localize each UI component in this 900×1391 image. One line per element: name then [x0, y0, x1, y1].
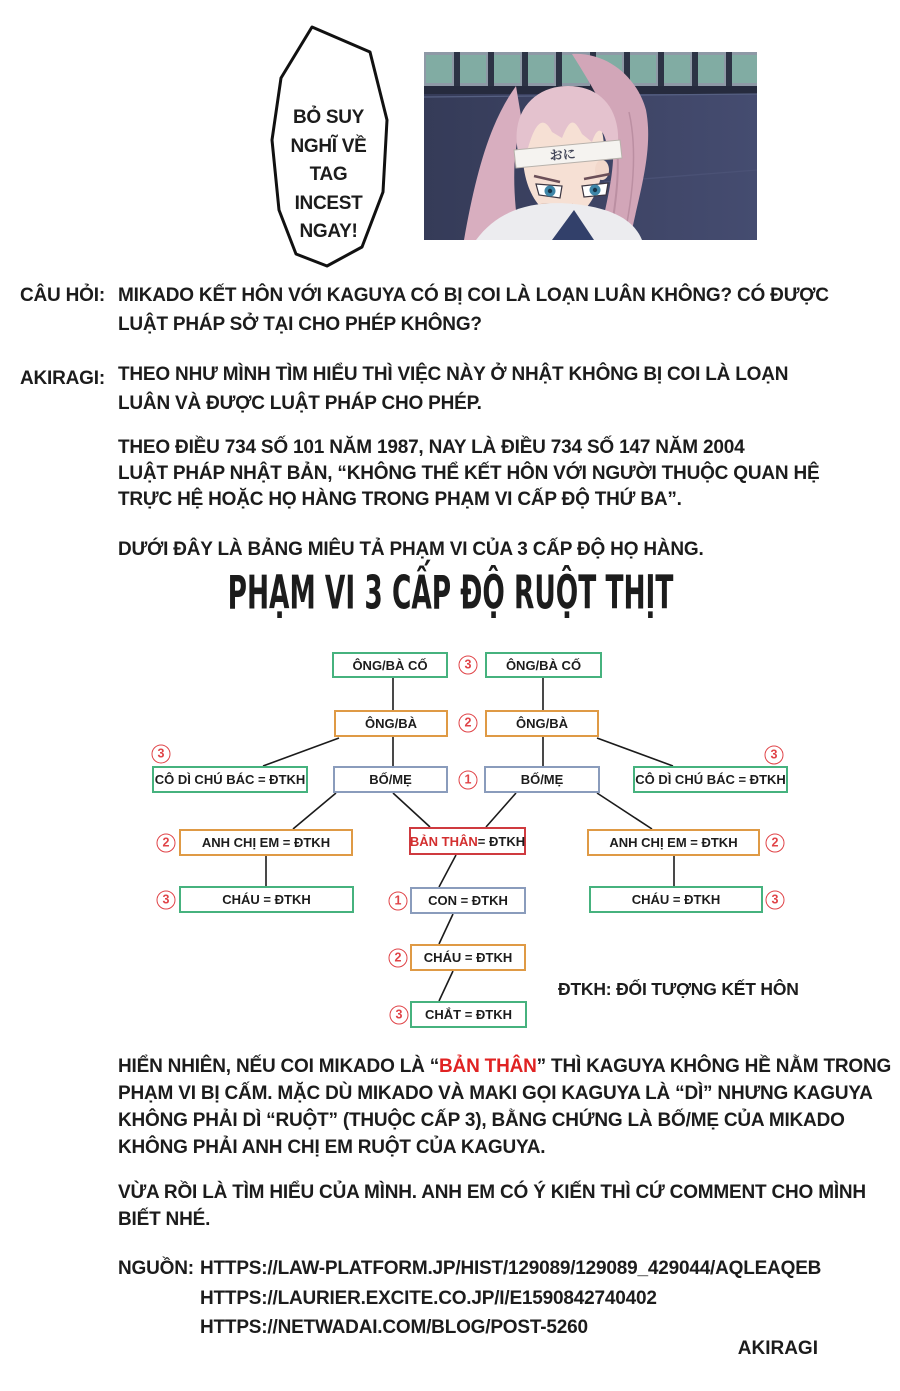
diagram-node-great-grandparents-right: ÔNG/BÀ CỐ	[485, 652, 602, 678]
degree-badge-2: 2	[157, 834, 176, 853]
diagram-node-grandparents-left: ÔNG/BÀ	[334, 710, 448, 737]
degree-badge-3: 3	[152, 745, 171, 764]
source-urls: HTTPS://LAW-PLATFORM.JP/HIST/129089/129089_429044/AQLEAQEB HTTPS://LAURIER.EXCITE.CO.JP/I/E1590842740402 HTTPS://NETWADAI.COM/BLOG/POST-5260	[200, 1258, 822, 1338]
conclusion-paragraph: HIỂN NHIÊN, NẾU COI MIKADO LÀ “BẢN THÂN” THÌ KAGUYA KHÔNG HỀ NẰM TRONG PHẠM VI BỊ CẤM. MẶC DÙ MIKADO VÀ MAKI GỌI KAGUYA LÀ “DÌ” NHƯNG KAGUYA KHÔNG PHẢI DÌ “RUỘT” (THUỘC CẤP 3), BẰNG CHỨNG LÀ BỐ/MẸ CỦA MIKADO KHÔNG PHẢI ANH CHỊ EM RUỘT CỦA KAGUYA.	[118, 1056, 892, 1158]
diagram-title-text: PHẠM VI 3 CẤP ĐỘ RUỘT THỊT	[227, 566, 673, 621]
speech-bubble	[266, 22, 391, 274]
diagram-node-parents-right: BỐ/MẸ	[484, 766, 600, 793]
diagram-intro-line: DƯỚI ĐÂY LÀ BẢNG MIÊU TẢ PHẠM VI CỦA 3 CẤP ĐỘ HỌ HÀNG.	[118, 539, 704, 560]
diagram-node-self: BẢN THÂN = ĐTKH	[409, 827, 526, 855]
diagram-node-children: CON = ĐTKH	[410, 887, 526, 914]
degree-badge-2: 2	[766, 834, 785, 853]
degree-badge-3: 3	[459, 656, 478, 675]
degree-badge-3: 3	[766, 891, 785, 910]
law-paragraph: THEO ĐIỀU 734 SỐ 101 NĂM 1987, NAY LÀ ĐIỀU 734 SỐ 147 NĂM 2004 LUẬT PHÁP NHẬT BẢN, “KHÔNG THỂ KẾT HÔN VỚI NGƯỜI THUỘC QUAN HỆ TRỰC HỆ HOẶC HỌ HÀNG TRONG PHẠM VI CẤP ĐỘ THỨ BA”.	[118, 437, 820, 510]
diagram-node-aunts-uncles-right: CÔ DÌ CHÚ BÁC = ĐTKH	[633, 766, 788, 793]
degree-badge-1: 1	[389, 892, 408, 911]
diagram-node-parents-left: BỐ/MẸ	[333, 766, 448, 793]
degree-badge-3: 3	[157, 891, 176, 910]
speech-bubble-text: BỎ SUY NGHĨ VỀ TAG INCEST NGAY!	[290, 107, 367, 242]
diagram-node-great-grandchildren: CHẮT = ĐTKH	[410, 1001, 527, 1028]
question-label: CÂU HỎI:	[20, 285, 105, 306]
question-text: MIKADO KẾT HÔN VỚI KAGUYA CÓ BỊ COI LÀ LOẠN LUÂN KHÔNG? CÓ ĐƯỢC LUẬT PHÁP SỞ TẠI CHO PHÉP KHÔNG?	[118, 285, 829, 335]
answer-label: AKIRAGI:	[20, 368, 105, 389]
answer-text: THEO NHƯ MÌNH TÌM HIỂU THÌ VIỆC NÀY Ở NHẬT KHÔNG BỊ COI LÀ LOẠN LUÂN VÀ ĐƯỢC LUẬT PHÁP CHO PHÉP.	[118, 364, 789, 414]
diagram-legend: ĐTKH: ĐỐI TƯỢNG KẾT HÔN	[558, 979, 799, 999]
sources-label: NGUỒN:	[118, 1258, 194, 1279]
diagram-node-grandparents-right: ÔNG/BÀ	[485, 710, 599, 737]
diagram-node-nephews-right: CHÁU = ĐTKH	[589, 886, 763, 913]
diagram-node-grandchildren: CHÁU = ĐTKH	[410, 944, 526, 971]
diagram-node-nephews-left: CHÁU = ĐTKH	[179, 886, 354, 913]
closing-paragraph: VỪA RỒI LÀ TÌM HIỂU CỦA MÌNH. ANH EM CÓ Ý KIẾN THÌ CỨ COMMENT CHO MÌNH BIẾT NHÉ.	[118, 1182, 866, 1230]
diagram-node-aunts-uncles-left: CÔ DÌ CHÚ BÁC = ĐTKH	[152, 766, 308, 793]
degree-badge-2: 2	[389, 949, 408, 968]
anime-photo	[424, 52, 757, 240]
headband-text: おに	[549, 146, 577, 163]
diagram-node-siblings-right: ANH CHỊ EM = ĐTKH	[587, 829, 760, 856]
diagram-title	[0, 568, 900, 619]
anime-photo-art	[424, 52, 757, 240]
degree-badge-3: 3	[765, 746, 784, 765]
diagram-node-great-grandparents-left: ÔNG/BÀ CỐ	[332, 652, 448, 678]
diagram-node-siblings-left: ANH CHỊ EM = ĐTKH	[179, 829, 353, 856]
degree-badge-3: 3	[390, 1006, 409, 1025]
degree-badge-1: 1	[459, 771, 478, 790]
degree-badge-2: 2	[459, 714, 478, 733]
translator-signature: AKIRAGI	[737, 1338, 818, 1359]
